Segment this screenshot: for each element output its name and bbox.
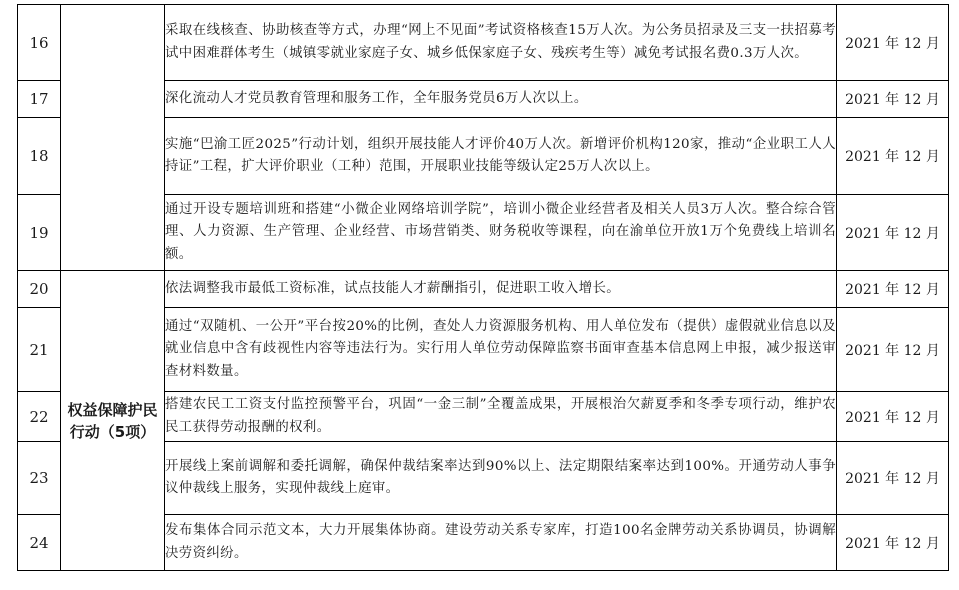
row-number: 19 <box>18 195 61 271</box>
category-label-line-1: 权益保障护民 <box>67 400 158 419</box>
row-number: 23 <box>18 442 61 515</box>
row-deadline: 2021 年 12 月 <box>837 81 949 118</box>
table-row <box>18 5 949 81</box>
category-cell-previous <box>61 5 165 271</box>
table-row <box>18 271 949 308</box>
row-number: 16 <box>18 5 61 81</box>
row-deadline: 2021 年 12 月 <box>837 308 949 392</box>
row-deadline: 2021 年 12 月 <box>837 118 949 195</box>
category-cell <box>61 271 165 571</box>
row-content: 发布集体合同示范文本，大力开展集体协商。建设劳动关系专家库，打造100名金牌劳动关系协调员，协调解决劳资纠纷。 <box>165 515 837 571</box>
row-content: 搭建农民工工资支付监控预警平台，巩固“一金三制”全覆盖成果，开展根治欠薪夏季和冬季专项行动，维护农民工获得劳动报酬的权利。 <box>165 392 837 442</box>
row-deadline: 2021 年 12 月 <box>837 392 949 442</box>
row-deadline: 2021 年 12 月 <box>837 515 949 571</box>
row-deadline: 2021 年 12 月 <box>837 442 949 515</box>
row-content: 开展线上案前调解和委托调解，确保仲裁结案率达到90%以上、法定期限结案率达到100%。开通劳动人事争议仲裁线上服务，实现仲裁线上庭审。 <box>165 442 837 515</box>
row-deadline: 2021 年 12 月 <box>837 5 949 81</box>
row-number: 17 <box>18 81 61 118</box>
row-content: 实施“巴渝工匠2025”行动计划，组织开展技能人才评价40万人次。新增评价机构120家，推动“企业职工人人持证”工程，扩大评价职业（工种）范围，开展职业技能等级认定25万人次以上。 <box>165 118 837 195</box>
row-content: 采取在线核查、协助核查等方式，办理“网上不见面”考试资格核查15万人次。为公务员招录及三支一扶招募考试中困难群体考生（城镇零就业家庭子女、城乡低保家庭子女、残疾考生等）减免考试报名费0.3万人次。 <box>165 5 837 81</box>
row-number: 21 <box>18 308 61 392</box>
row-number: 18 <box>18 118 61 195</box>
row-content: 深化流动人才党员教育管理和服务工作，全年服务党员6万人次以上。 <box>165 81 837 118</box>
policy-table <box>17 4 949 571</box>
row-content: 依法调整我市最低工资标准，试点技能人才薪酬指引，促进职工收入增长。 <box>165 271 837 308</box>
row-content: 通过“双随机、一公开”平台按20%的比例，查处人力资源服务机构、用人单位发布（提供）虚假就业信息以及就业信息中含有歧视性内容等违法行为。实行用人单位劳动保障监察书面审查基本信息网上申报，减少报送审查材料数量。 <box>165 308 837 392</box>
row-number: 20 <box>18 271 61 308</box>
row-number: 24 <box>18 515 61 571</box>
row-deadline: 2021 年 12 月 <box>837 271 949 308</box>
row-deadline: 2021 年 12 月 <box>837 195 949 271</box>
category-label-line-2: 行动（5项） <box>69 422 156 441</box>
row-number: 22 <box>18 392 61 442</box>
row-content: 通过开设专题培训班和搭建“小微企业网络培训学院”，培训小微企业经营者及相关人员3万人次。整合综合管理、人力资源、生产管理、企业经营、市场营销类、财务税收等课程，向在渝单位开放1万个免费线上培训名额。 <box>165 195 837 271</box>
